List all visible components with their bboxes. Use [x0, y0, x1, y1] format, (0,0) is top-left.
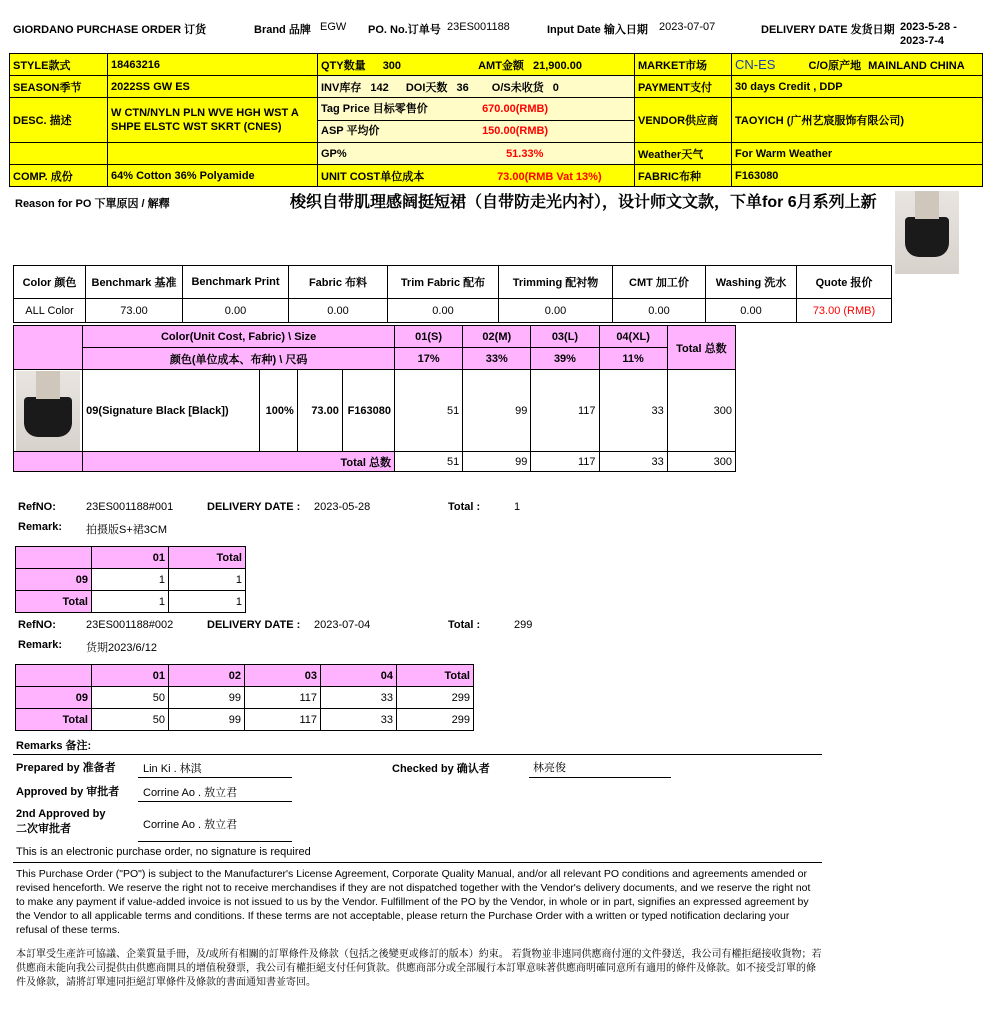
gp-label: GP% — [321, 147, 347, 160]
asp-value: 150.00(RMB) — [482, 125, 549, 137]
gp-cell — [318, 143, 635, 165]
size-total-l: 117 — [531, 452, 599, 472]
size-header-l: 03(L) — [531, 326, 599, 348]
cost-cell-benchmark-print: 0.00 — [183, 299, 289, 323]
po-number-label: PO. No.订单号 — [368, 24, 441, 36]
ref1-header-01: 01 — [92, 547, 169, 569]
ref1-table — [15, 546, 246, 613]
size-row-pct: 100% — [259, 370, 297, 452]
desc-value: W CTN/NYLN PLN WVE HGH WST A SHPE ELSTC WST SKRT (CNES) — [108, 98, 318, 143]
ref2-row-09-03: 117 — [245, 687, 321, 709]
ref2-table — [15, 664, 474, 731]
os-value: 0 — [552, 81, 559, 94]
market-label: MARKET市场 — [635, 54, 732, 76]
ref1-header-empty — [16, 547, 92, 569]
delivery-date-value: 2023-5-28 - — [900, 21, 957, 33]
size-row-qty-xl: 33 — [599, 370, 667, 452]
ref2-header-03: 03 — [245, 665, 321, 687]
amt-label: AMT金额 — [478, 59, 524, 72]
brand-value: EGW — [320, 21, 347, 33]
cost-header-benchmark: Benchmark 基准 — [86, 266, 183, 299]
size-ratio-xl: 11% — [599, 348, 667, 370]
ref2-header-empty — [16, 665, 92, 687]
size-header-image-cell — [14, 326, 83, 370]
ref2-remark-value: 货期2023/6/12 — [86, 642, 157, 654]
electronic-note: This is an electronic purchase order, no signature is required — [16, 846, 311, 858]
size-header-m: 02(M) — [463, 326, 531, 348]
size-ratio-l: 39% — [531, 348, 599, 370]
inv-label: INV库存 — [321, 81, 362, 94]
origin-label: C/O原产地 — [808, 59, 862, 72]
ref1-row-total-01: 1 — [92, 591, 169, 613]
ref1-refno-label: RefNO: — [18, 501, 56, 513]
ref1-row-09-label: 09 — [16, 569, 92, 591]
tag-price-label: Tag Price 目标零售价 — [321, 103, 428, 115]
cost-cell-benchmark: 73.00 — [86, 299, 183, 323]
qty-amt-cell — [318, 54, 635, 76]
fabric-value: F163080 — [732, 165, 983, 187]
inventory-cell — [318, 76, 635, 98]
qty-label: QTY数量 — [321, 59, 366, 72]
terms-divider — [13, 862, 822, 863]
style-value: 18463216 — [108, 54, 318, 76]
ref2-row-09-total: 299 — [397, 687, 474, 709]
season-label: SEASON季节 — [10, 76, 108, 98]
weather-value: For Warm Weather — [732, 143, 983, 165]
comp-value: 64% Cotton 36% Polyamide — [108, 165, 318, 187]
size-total-s: 51 — [395, 452, 463, 472]
cost-header-washing: Washing 洗水 — [706, 266, 797, 299]
cost-cell-cmt: 0.00 — [613, 299, 706, 323]
ref2-header-04: 04 — [321, 665, 397, 687]
ref1-row-total-label: Total — [16, 591, 92, 613]
os-label: O/S未收货 — [491, 81, 544, 94]
ref1-remark-label: Remark: — [18, 521, 63, 533]
inv-value: 142 — [370, 81, 389, 94]
vendor-value: TAOYICH (广州艺宸服饰有限公司) — [732, 98, 983, 143]
approved2-label-en: 2nd Approved by — [16, 808, 106, 820]
price-cell — [318, 98, 635, 143]
empty-value-cell — [108, 143, 318, 165]
input-date-value: 2023-07-07 — [659, 21, 716, 33]
qty-value: 300 — [382, 59, 402, 72]
ref1-total-label: Total : — [448, 501, 481, 513]
size-ratio-s: 17% — [395, 348, 463, 370]
input-date-label: Input Date 输入日期 — [547, 24, 648, 36]
ref2-refno-label: RefNO: — [18, 619, 56, 631]
approved-by-label: Approved by 审批者 — [16, 786, 120, 798]
info-grid — [9, 53, 983, 187]
doi-value: 36 — [456, 81, 469, 94]
ref2-row-total-03: 117 — [245, 709, 321, 731]
size-table — [13, 325, 736, 472]
comp-label: COMP. 成份 — [10, 165, 108, 187]
terms-english: This Purchase Order ("PO") is subject to the Manufacturer's License Agreement, Corporate Quality Manual, and/or all relevant PO conditions and agreements amended or revised henceforth. We reserve the right not to receive merchandises if they are not dispatched together with the Vendor's delivery documents, and we reserve the right not to make any payment if value-added invoice is not issued to us by the Vendor. Fulfillment of the PO by the Vendor, in whole or in part, signifies an expressed agreement by the Vendor to all applicable terms and conditions. If these terms are not acceptable, please return the Purchase Order with a written or typed notification declaring your refusal of these terms. — [16, 868, 811, 936]
reason-label: Reason for PO 下單原因 / 解釋 — [15, 198, 170, 210]
prepared-by-label: Prepared by 准备者 — [16, 762, 116, 774]
tag-price-value: 670.00(RMB) — [482, 103, 549, 115]
size-header-color-zh: 颜色(单位成本、布种) \ 尺码 — [83, 348, 395, 370]
cost-header-color: Color 颜色 — [14, 266, 86, 299]
ref2-delivery-value: 2023-07-04 — [314, 619, 371, 631]
size-header-total: Total 总数 — [667, 326, 735, 370]
weather-label: Weather天气 — [635, 143, 732, 165]
ref1-header-total: Total — [169, 547, 246, 569]
cost-cell-quote: 73.00 (RMB) — [797, 299, 892, 323]
approved2-label-zh: 二次审批者 — [16, 823, 71, 835]
ref2-row-09-04: 33 — [321, 687, 397, 709]
ref1-delivery-value: 2023-05-28 — [314, 501, 371, 513]
amt-value: 21,900.00 — [533, 59, 582, 72]
remarks-label: Remarks 备注: — [16, 740, 92, 752]
cost-table — [13, 265, 892, 323]
ref2-row-09-01: 50 — [92, 687, 169, 709]
ref2-total-value: 299 — [514, 619, 533, 631]
size-row-image-cell — [14, 370, 83, 452]
origin-value: MAINLAND CHINA — [868, 59, 965, 72]
cost-header-fabric: Fabric 布料 — [289, 266, 388, 299]
size-header-color-en: Color(Unit Cost, Fabric) \ Size — [83, 326, 395, 348]
cost-header-trimming: Trimming 配衬物 — [499, 266, 613, 299]
delivery-date-label: DELIVERY DATE 发货日期 — [761, 24, 895, 36]
ref2-refno-value: 23ES001188#002 — [86, 619, 174, 631]
checked-by-line — [529, 777, 671, 778]
ref2-row-total-total: 299 — [397, 709, 474, 731]
market-value: CN-ES — [735, 56, 776, 72]
size-total-empty — [14, 452, 83, 472]
ref2-row-total-01: 50 — [92, 709, 169, 731]
cost-cell-trimming: 0.00 — [499, 299, 613, 323]
size-total-label: Total 总数 — [83, 452, 395, 472]
size-row-qty-s: 51 — [395, 370, 463, 452]
payment-value: 30 days Credit , DDP — [732, 76, 983, 98]
cost-header-benchmark-print: Benchmark Print — [183, 266, 289, 299]
unit-cost-value: 73.00(RMB Vat 13%) — [497, 170, 602, 183]
fabric-label: FABRIC布种 — [635, 165, 732, 187]
ref1-delivery-label: DELIVERY DATE : — [207, 501, 301, 513]
ref2-row-total-02: 99 — [169, 709, 245, 731]
doi-label: DOI天数 — [405, 81, 448, 94]
product-image — [895, 191, 959, 274]
ref2-header-01: 01 — [92, 665, 169, 687]
ref1-total-value: 1 — [514, 501, 521, 513]
brand-label: Brand 品牌 — [254, 24, 311, 36]
delivery-date-value-2: 2023-7-4 — [900, 35, 945, 47]
ref2-delivery-label: DELIVERY DATE : — [207, 619, 301, 631]
market-origin-cell — [732, 54, 983, 76]
size-row-qty-l: 117 — [531, 370, 599, 452]
ref1-row-09-01: 1 — [92, 569, 169, 591]
ref1-remark-value: 拍摄版S+裙3CM — [86, 524, 167, 536]
ref2-total-label: Total : — [448, 619, 481, 631]
size-header-s: 01(S) — [395, 326, 463, 348]
size-total-xl: 33 — [599, 452, 667, 472]
size-ratio-m: 33% — [463, 348, 531, 370]
payment-label: PAYMENT支付 — [635, 76, 732, 98]
ref2-header-total: Total — [397, 665, 474, 687]
ref2-row-09-02: 99 — [169, 687, 245, 709]
style-label: STYLE款式 — [10, 54, 108, 76]
cost-cell-color: ALL Color — [14, 299, 86, 323]
reason-text: 梭织自带肌理感阔挺短裙（自带防走光内衬），设计师文文款，下单for 6月系列上新 — [290, 194, 877, 211]
size-total-m: 99 — [463, 452, 531, 472]
cost-cell-washing: 0.00 — [706, 299, 797, 323]
approved2-value: Corrine Ao . 敖立君 — [143, 819, 238, 831]
cost-header-cmt: CMT 加工价 — [613, 266, 706, 299]
size-header-xl: 04(XL) — [599, 326, 667, 348]
cost-cell-fabric: 0.00 — [289, 299, 388, 323]
checked-by-value: 林亮俊 — [533, 762, 566, 774]
size-row-qty-total: 300 — [667, 370, 735, 452]
ref1-row-total-total: 1 — [169, 591, 246, 613]
ref2-remark-label: Remark: — [18, 639, 63, 651]
ref2-row-total-04: 33 — [321, 709, 397, 731]
season-value: 2022SS GW ES — [108, 76, 318, 98]
remarks-divider — [13, 754, 822, 755]
vendor-label: VENDOR供应商 — [635, 98, 732, 143]
gp-value: 51.33% — [506, 147, 544, 160]
po-number-value: 23ES001188 — [447, 21, 510, 33]
terms-chinese: 本訂單受生產許可協議、企業質量手冊，及/或所有相關的訂單條件及條款（包括之後變更或修訂的版本）約束。 若貨物並非連同供應商付運的文件發送，我公司有權拒絕接收貨物；若供應商未能向我公司提供由供應商開具的增值稅發票，我公司有權拒絕支付任何貨款。供應商部分或全部履行本訂單意味著供應商明確同意所有適用的條件及條款。如不接受訂單的條件及條款，請將訂單連同拒絕訂單條件及條款的書面通知書並寄回。 — [16, 949, 822, 988]
unit-cost-cell — [318, 165, 635, 187]
size-row-fabric: F163080 — [342, 370, 394, 452]
ref2-row-total-label: Total — [16, 709, 92, 731]
desc-label: DESC. 描述 — [10, 98, 108, 143]
asp-label: ASP 平均价 — [321, 125, 380, 137]
color-swatch-image — [16, 371, 80, 451]
size-row-qty-m: 99 — [463, 370, 531, 452]
prepared-by-value: Lin Ki . 林淇 — [143, 763, 202, 775]
po-title: GIORDANO PURCHASE ORDER 订货 — [13, 24, 207, 36]
size-row-cost: 73.00 — [297, 370, 342, 452]
unit-cost-label: UNIT COST单位成本 — [321, 170, 425, 183]
cost-cell-trim-fabric: 0.00 — [388, 299, 499, 323]
empty-label-cell — [10, 143, 108, 165]
approved2-line — [138, 841, 292, 842]
approved-by-line — [138, 801, 292, 802]
size-row-color: 09(Signature Black [Black]) — [83, 370, 259, 452]
ref1-row-09-total: 1 — [169, 569, 246, 591]
ref2-header-02: 02 — [169, 665, 245, 687]
approved-by-value: Corrine Ao . 敖立君 — [143, 787, 238, 799]
ref1-refno-value: 23ES001188#001 — [86, 501, 174, 513]
checked-by-label: Checked by 确认者 — [392, 763, 490, 775]
cost-header-quote: Quote 报价 — [797, 266, 892, 299]
cost-header-trim-fabric: Trim Fabric 配布 — [388, 266, 499, 299]
prepared-by-line — [138, 777, 292, 778]
ref2-row-09-label: 09 — [16, 687, 92, 709]
size-total-all: 300 — [667, 452, 735, 472]
